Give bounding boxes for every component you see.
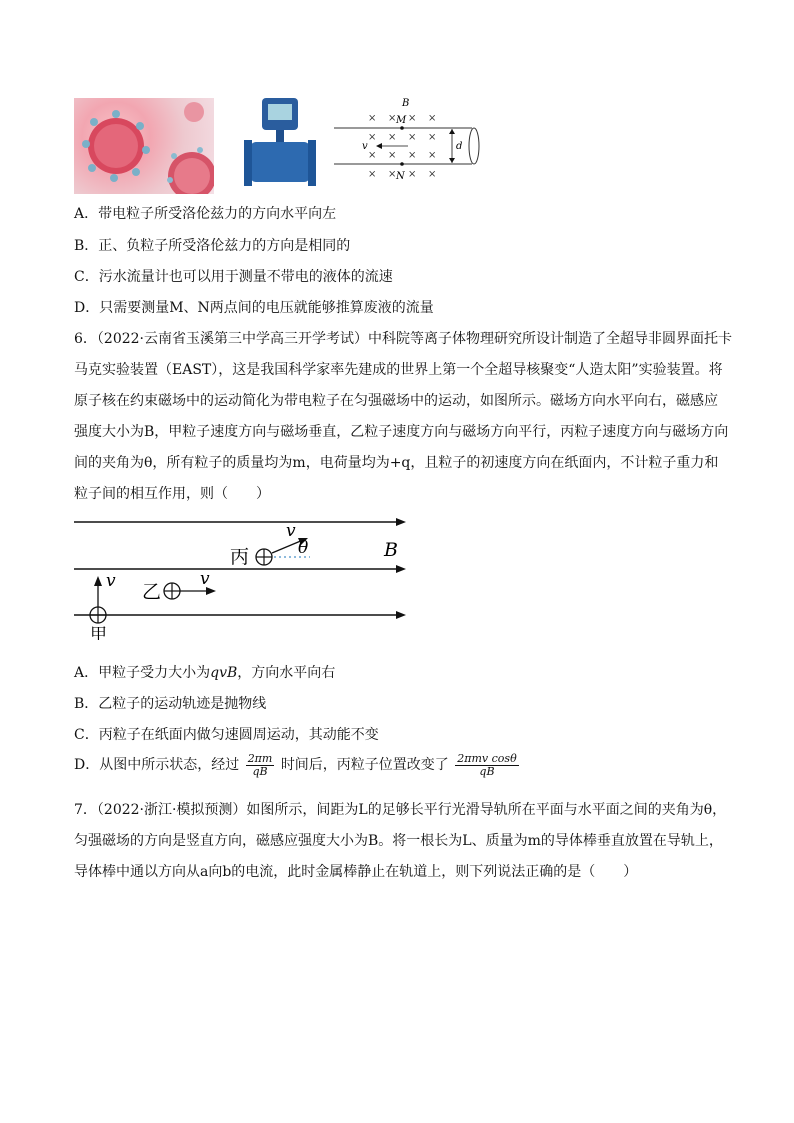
- label-M: M: [396, 115, 407, 126]
- fraction-displacement: $\frac{\text{2πmv cosθ}}{qB}$: [457, 751, 517, 778]
- q6-option-a: A．甲粒子受力大小为qvB，方向水平向右: [74, 665, 336, 681]
- q5-option-a: A．带电粒子所受洛伦兹力的方向水平向左: [74, 206, 337, 222]
- svg-text:×: ×: [388, 169, 397, 180]
- svg-text:×: ×: [368, 150, 377, 161]
- q6-line: 间的夹角为θ，所有粒子的质量均为m，电荷量均为+q，且粒子的初速度方向在纸面内，不计粒子重力和: [74, 455, 719, 471]
- q5-option-b: B．正、负粒子所受洛伦兹力的方向是相同的: [74, 238, 351, 254]
- q7-line: 导体棒中通以方向从a向b的电流，此时金属棒静止在轨道上，则下列说法正确的是（ ）: [74, 864, 638, 880]
- label-v-jia: v: [106, 571, 116, 591]
- q5-option-d: D．只需要测量M、N两点间的电压就能够推算废液的流量: [74, 300, 434, 316]
- svg-text:×: ×: [368, 132, 377, 143]
- virus-image: [74, 98, 214, 194]
- label-N: N: [396, 171, 405, 182]
- q6-line: 马克实验装置（EAST），这是我国科学家率先建成的世界上第一个全超导核聚变“人造太阳”实验装置。将: [74, 362, 723, 378]
- q7-line: 7．（2022·浙江·模拟预测）如图所示，间距为L的足够长平行光滑导轨所在平面与水平面之间的夹角为θ，: [74, 802, 727, 818]
- svg-text:×: ×: [388, 150, 397, 161]
- label-v-yi: v: [200, 569, 210, 589]
- q6-option-d: D．从图中所示状态，经过 $\frac{2\pi m}{qB}$ 时间后，丙粒子位置改变了 $\frac{\text{2πmv cosθ}}{qB}$: [74, 751, 517, 778]
- q6-line: 粒子间的相互作用，则（ ）: [74, 486, 270, 502]
- svg-text:×: ×: [368, 169, 377, 180]
- svg-text:×: ×: [428, 132, 437, 143]
- q6-line: 6．（2022·云南省玉溪第三中学高三开学考试）中科院等离子体物理研究所设计制造了全超导非圆界面托卡: [74, 331, 732, 347]
- q6-option-c: C．丙粒子在纸面内做匀速圆周运动，其动能不变: [74, 727, 379, 743]
- q7-line: 匀强磁场的方向是竖直方向，磁感应强度大小为B。将一根长为L、质量为m的导体棒垂直放置在导轨上，: [74, 833, 723, 849]
- label-v-bing: v: [286, 521, 296, 541]
- label-d: d: [456, 141, 463, 152]
- svg-text:×: ×: [428, 113, 437, 124]
- svg-text:×: ×: [388, 113, 397, 124]
- label-theta: θ: [298, 538, 309, 558]
- q5-option-c: C．污水流量计也可以用于测量不带电的液体的流速: [74, 269, 393, 285]
- svg-text:×: ×: [408, 132, 417, 143]
- svg-text:×: ×: [368, 113, 377, 124]
- svg-text:×: ×: [408, 169, 417, 180]
- svg-text:×: ×: [388, 132, 397, 143]
- fraction-time: $\frac{2\pi m}{qB}$: [247, 751, 273, 778]
- label-yi: 乙: [142, 581, 162, 603]
- label-jia: 甲: [90, 625, 107, 640]
- q6-field-diagram: [70, 512, 410, 640]
- flowmeter-image: [240, 96, 320, 196]
- label-bing: 丙: [230, 546, 250, 568]
- svg-text:×: ×: [428, 169, 437, 180]
- q6-line: 强度大小为B，甲粒子速度方向与磁场垂直，乙粒子速度方向与磁场方向平行，丙粒子速度方向与磁场方向: [74, 424, 729, 440]
- pipe-field-diagram: [332, 96, 482, 184]
- svg-text:×: ×: [408, 113, 417, 124]
- q6-stem: [74, 324, 732, 510]
- label-v: v: [362, 141, 368, 152]
- q7-stem: [74, 795, 727, 888]
- q6-option-b: B．乙粒子的运动轨迹是抛物线: [74, 696, 267, 712]
- q6-line: 原子核在约束磁场中的运动简化为带电粒子在匀强磁场中的运动，如图所示。磁场方向水平向右，磁感应: [74, 393, 718, 409]
- svg-text:×: ×: [428, 150, 437, 161]
- label-B-field: B: [384, 539, 398, 561]
- label-B: B: [402, 98, 410, 109]
- svg-text:×: ×: [408, 150, 417, 161]
